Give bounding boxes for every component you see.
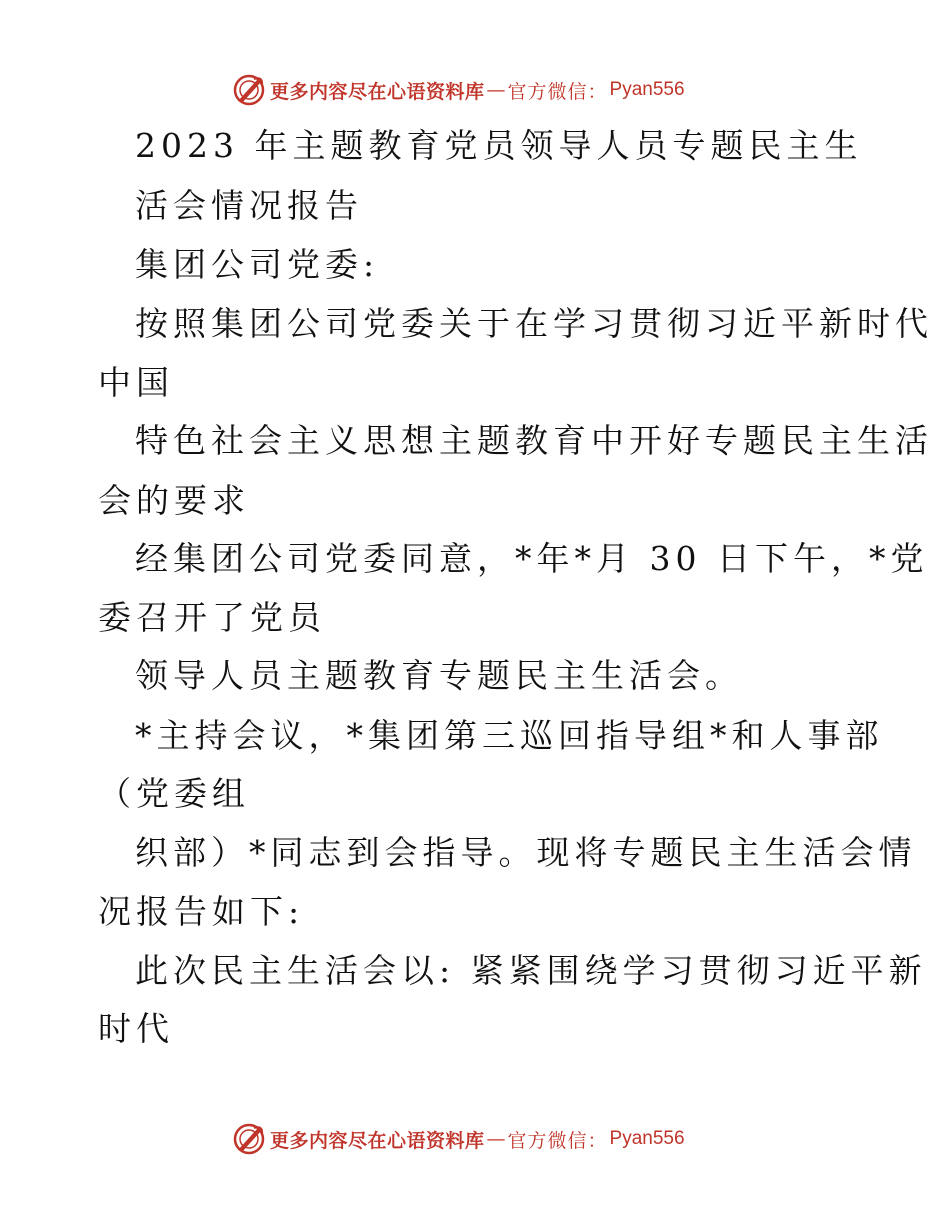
watermark-wechat-id: Pyan556 [609, 79, 685, 100]
text-line: 时代 [98, 1009, 174, 1048]
text-line: 经集团公司党委同意，*年*月 30 日下午，*党 [135, 539, 929, 578]
text-line: （党委组 [98, 774, 250, 813]
text-line: 活会情况报告 [135, 186, 363, 225]
text-line: 2023 年主题教育党员领导人员专题民主生 [135, 126, 863, 165]
watermark-dash: — [486, 1128, 506, 1150]
text-line: 中国 [98, 363, 174, 402]
quill-logo-icon [232, 1122, 266, 1156]
text-line: 此次民主生活会以: 紧紧围绕学习贯彻习近平新 [135, 951, 927, 990]
text-line: 况报告如下: [98, 892, 305, 931]
watermark-text: 更多内容尽在心语资料库 [270, 80, 485, 103]
text-line: 按照集团公司党委关于在学习贯彻习近平新时代 [135, 304, 933, 343]
watermark-wechat-label: 官方微信： [507, 1129, 608, 1152]
watermark-banner-top [232, 72, 685, 108]
text-line: 织部）*同志到会指导。现将专题民主生活会情 [135, 833, 917, 872]
text-line: 特色社会主义思想主题教育中开好专题民主生活 [135, 421, 933, 460]
watermark-wechat-label: 官方微信： [507, 80, 608, 103]
watermark-wechat-id: Pyan556 [609, 1128, 685, 1149]
text-line: 集团公司党委: [135, 245, 380, 284]
watermark-banner-bottom [232, 1121, 685, 1157]
text-line: 委召开了党员 [98, 598, 326, 637]
quill-logo-icon [232, 73, 266, 107]
text-line: 会的要求 [98, 481, 250, 520]
text-line: 领导人员主题教育专题民主生活会。 [135, 656, 743, 695]
watermark-dash: — [486, 79, 506, 101]
text-line: *主持会议，*集团第三巡回指导组*和人事部 [135, 716, 884, 755]
watermark-text: 更多内容尽在心语资料库 [270, 1129, 485, 1152]
